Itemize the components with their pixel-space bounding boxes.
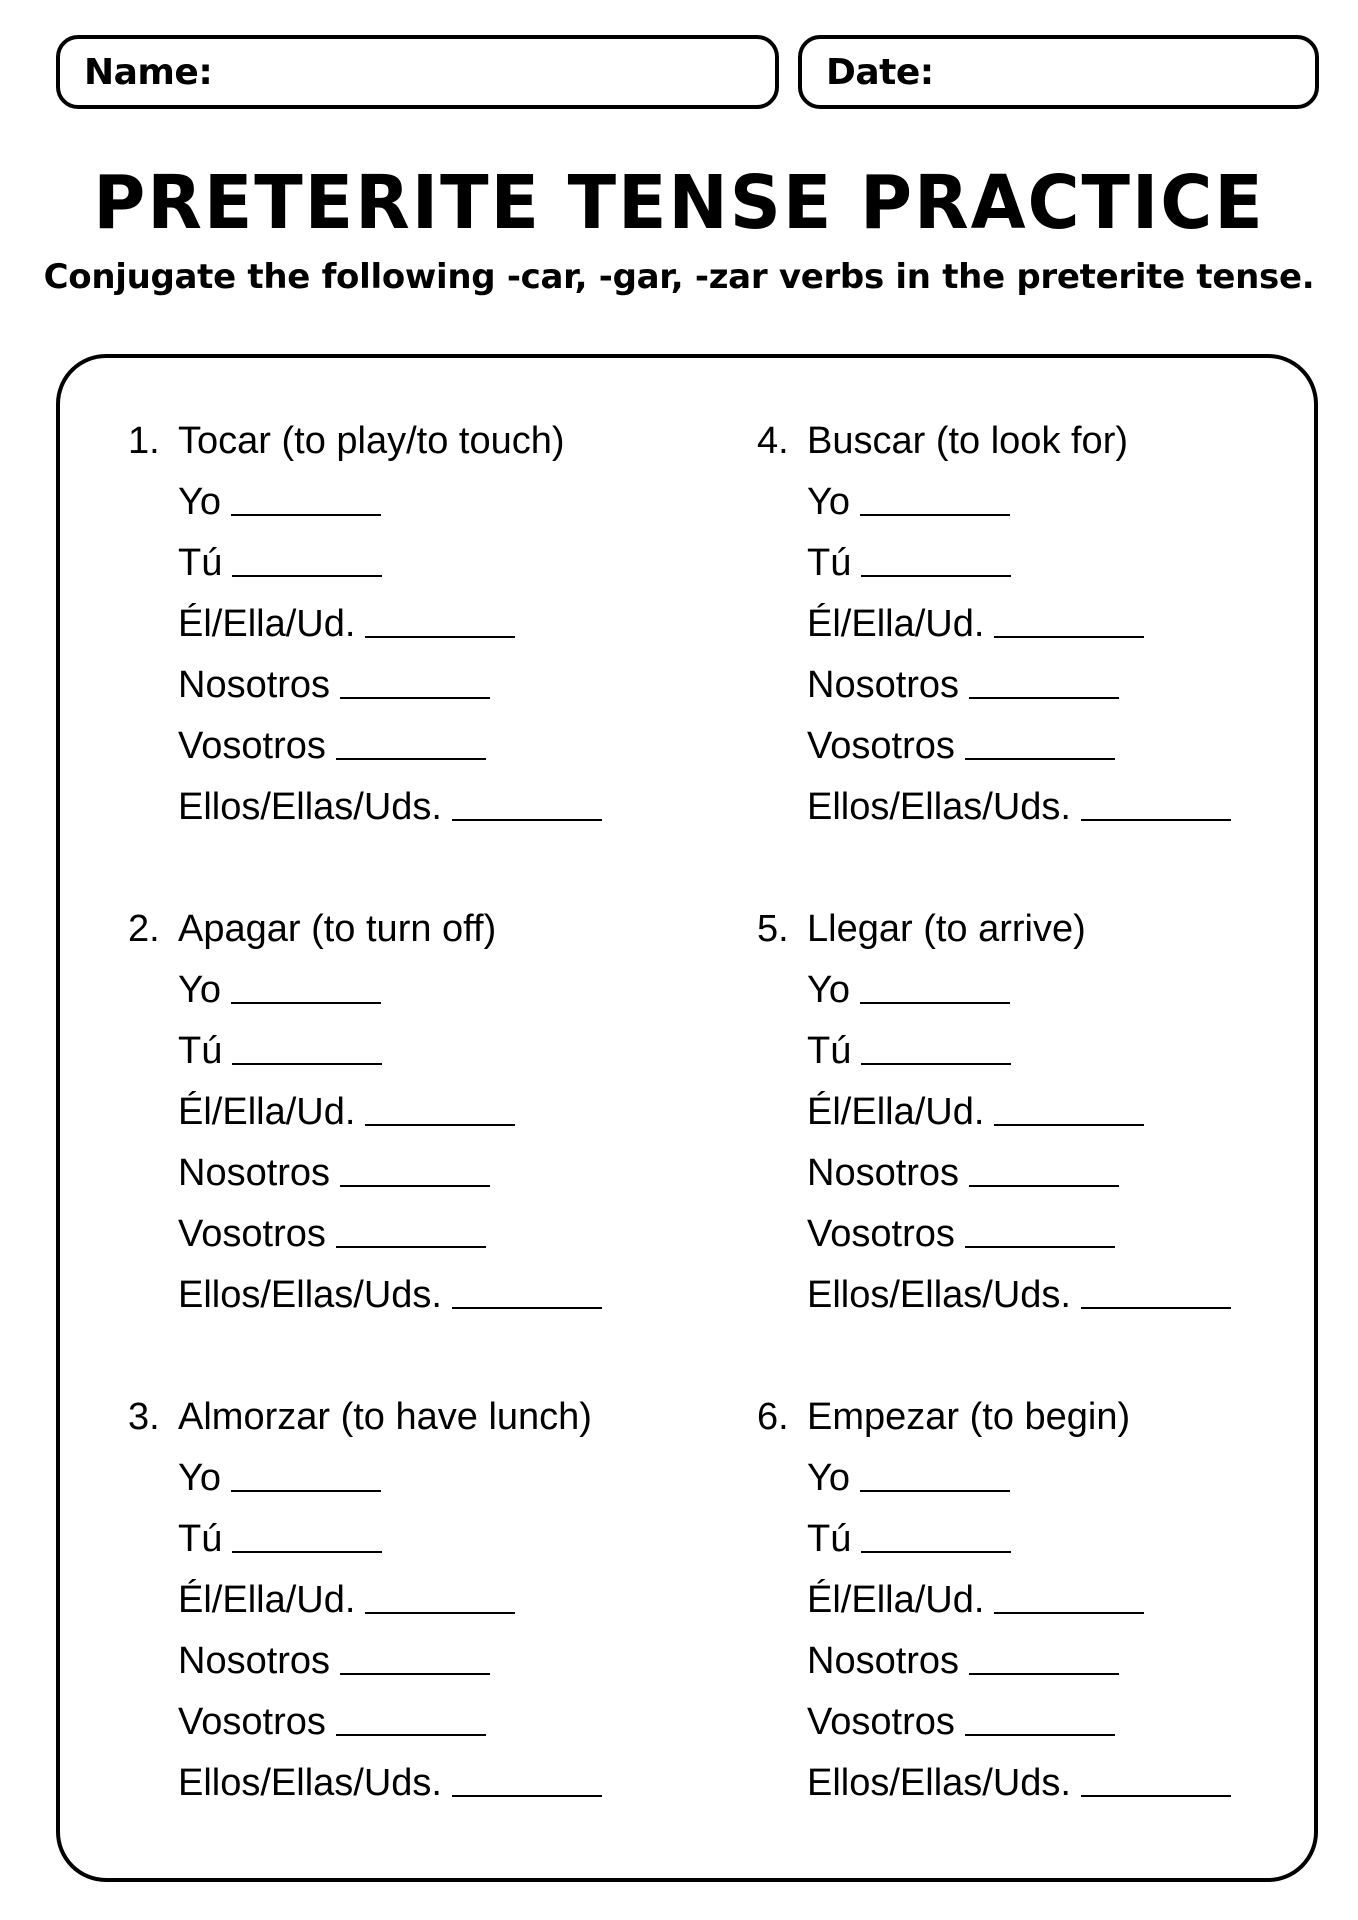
conjugation-row	[128, 1448, 688, 1509]
name-label: Name:	[84, 51, 213, 93]
pronoun-label: Él/Ella/Ud.	[807, 1579, 985, 1621]
page-title: PRETERITE TENSE PRACTICE	[93, 160, 1265, 246]
pronoun-label: Yo	[807, 1457, 850, 1499]
answer-blank[interactable]	[452, 819, 602, 821]
conjugation-row	[128, 1082, 688, 1143]
exercise-verb: Buscar (to look for)	[807, 420, 1128, 462]
answer-blank[interactable]	[232, 1551, 382, 1553]
conjugation-row	[757, 960, 1317, 1021]
conjugation-row	[757, 594, 1317, 655]
conjugation-row	[757, 777, 1317, 838]
conjugation-row	[757, 533, 1317, 594]
conjugation-row	[757, 716, 1317, 777]
answer-blank[interactable]	[860, 1490, 1010, 1492]
pronoun-label: Tú	[178, 542, 223, 584]
conjugation-row	[128, 1204, 688, 1265]
pronoun-label: Tú	[178, 1518, 223, 1560]
pronoun-label: Nosotros	[178, 664, 331, 706]
conjugation-row	[757, 1509, 1317, 1570]
pronoun-label: Nosotros	[178, 1640, 331, 1682]
exercise-heading	[128, 1387, 688, 1448]
answer-blank[interactable]	[994, 636, 1144, 638]
conjugation-row	[128, 1265, 688, 1326]
answer-blank[interactable]	[1081, 1795, 1231, 1797]
answer-blank[interactable]	[965, 1246, 1115, 1248]
pronoun-label: Nosotros	[178, 1152, 331, 1194]
conjugation-row	[757, 1204, 1317, 1265]
pronoun-label: Yo	[178, 1457, 221, 1499]
answer-blank[interactable]	[969, 697, 1119, 699]
pronoun-label: Vosotros	[807, 1701, 955, 1743]
exercise-verb: Llegar (to arrive)	[807, 908, 1086, 950]
answer-blank[interactable]	[340, 1673, 490, 1675]
exercise-verb: Apagar (to turn off)	[178, 908, 497, 950]
answer-blank[interactable]	[452, 1307, 602, 1309]
conjugation-row	[757, 1631, 1317, 1692]
conjugation-row	[128, 472, 688, 533]
answer-blank[interactable]	[860, 1002, 1010, 1004]
pronoun-label: Vosotros	[178, 1213, 326, 1255]
exercise-2	[128, 899, 688, 1326]
exercise-heading	[757, 411, 1317, 472]
pronoun-label: Vosotros	[807, 725, 955, 767]
pronoun-label: Yo	[178, 969, 221, 1011]
conjugation-row	[128, 1021, 688, 1082]
exercise-1	[128, 411, 688, 838]
answer-blank[interactable]	[365, 636, 515, 638]
exercise-heading	[128, 899, 688, 960]
exercise-heading	[757, 899, 1317, 960]
pronoun-label: Vosotros	[178, 1701, 326, 1743]
exercise-6	[757, 1387, 1317, 1814]
pronoun-label: Nosotros	[807, 1640, 960, 1682]
answer-blank[interactable]	[231, 1490, 381, 1492]
exercise-number: 1.	[128, 420, 160, 462]
exercise-3	[128, 1387, 688, 1814]
exercise-heading	[757, 1387, 1317, 1448]
instructions: Conjugate the following -car, -gar, -zar verbs in the preterite tense.	[43, 257, 1315, 297]
answer-blank[interactable]	[861, 575, 1011, 577]
date-field[interactable]	[798, 35, 1319, 109]
answer-blank[interactable]	[336, 758, 486, 760]
answer-blank[interactable]	[1081, 1307, 1231, 1309]
exercise-heading	[128, 411, 688, 472]
date-label: Date:	[826, 51, 934, 93]
conjugation-row	[128, 716, 688, 777]
pronoun-label: Ellos/Ellas/Uds.	[807, 786, 1071, 828]
answer-blank[interactable]	[231, 1002, 381, 1004]
pronoun-label: Nosotros	[807, 664, 960, 706]
exercise-number: 5.	[757, 908, 789, 950]
conjugation-row	[757, 655, 1317, 716]
conjugation-row	[128, 533, 688, 594]
pronoun-label: Él/Ella/Ud.	[807, 1091, 985, 1133]
answer-blank[interactable]	[1081, 819, 1231, 821]
exercise-4	[757, 411, 1317, 838]
conjugation-row	[757, 1021, 1317, 1082]
conjugation-row	[128, 1570, 688, 1631]
pronoun-label: Vosotros	[178, 725, 326, 767]
conjugation-row	[128, 1692, 688, 1753]
answer-blank[interactable]	[232, 1063, 382, 1065]
exercise-verb: Tocar (to play/to touch)	[178, 420, 565, 462]
pronoun-label: Yo	[807, 481, 850, 523]
conjugation-row	[757, 1448, 1317, 1509]
conjugation-row	[128, 1143, 688, 1204]
answer-blank[interactable]	[336, 1734, 486, 1736]
exercise-number: 2.	[128, 908, 160, 950]
answer-blank[interactable]	[365, 1124, 515, 1126]
answer-blank[interactable]	[365, 1612, 515, 1614]
conjugation-row	[757, 1570, 1317, 1631]
pronoun-label: Él/Ella/Ud.	[178, 1579, 356, 1621]
conjugation-row	[757, 1692, 1317, 1753]
exercise-verb: Empezar (to begin)	[807, 1396, 1131, 1438]
answer-blank[interactable]	[232, 575, 382, 577]
pronoun-label: Yo	[807, 969, 850, 1011]
conjugation-row	[128, 1509, 688, 1570]
pronoun-label: Nosotros	[807, 1152, 960, 1194]
pronoun-label: Ellos/Ellas/Uds.	[178, 1274, 442, 1316]
pronoun-label: Ellos/Ellas/Uds.	[178, 1762, 442, 1804]
pronoun-label: Ellos/Ellas/Uds.	[178, 786, 442, 828]
exercise-verb: Almorzar (to have lunch)	[178, 1396, 592, 1438]
pronoun-label: Tú	[807, 1518, 852, 1560]
pronoun-label: Él/Ella/Ud.	[178, 603, 356, 645]
pronoun-label: Vosotros	[807, 1213, 955, 1255]
pronoun-label: Él/Ella/Ud.	[178, 1091, 356, 1133]
name-field[interactable]	[56, 35, 779, 109]
answer-blank[interactable]	[969, 1185, 1119, 1187]
answer-blank[interactable]	[340, 1185, 490, 1187]
answer-blank[interactable]	[861, 1551, 1011, 1553]
pronoun-label: Tú	[807, 542, 852, 584]
answer-blank[interactable]	[860, 514, 1010, 516]
pronoun-label: Él/Ella/Ud.	[807, 603, 985, 645]
answer-blank[interactable]	[336, 1246, 486, 1248]
pronoun-label: Ellos/Ellas/Uds.	[807, 1762, 1071, 1804]
conjugation-row	[128, 777, 688, 838]
exercise-number: 3.	[128, 1396, 160, 1438]
conjugation-row	[128, 960, 688, 1021]
answer-blank[interactable]	[994, 1124, 1144, 1126]
exercise-5	[757, 899, 1317, 1326]
pronoun-label: Tú	[178, 1030, 223, 1072]
conjugation-row	[128, 655, 688, 716]
conjugation-row	[128, 1631, 688, 1692]
answer-blank[interactable]	[994, 1612, 1144, 1614]
answer-blank[interactable]	[231, 514, 381, 516]
exercise-number: 4.	[757, 420, 789, 462]
answer-blank[interactable]	[452, 1795, 602, 1797]
pronoun-label: Yo	[178, 481, 221, 523]
conjugation-row	[757, 1265, 1317, 1326]
answer-blank[interactable]	[340, 697, 490, 699]
conjugation-row	[757, 1082, 1317, 1143]
exercise-number: 6.	[757, 1396, 789, 1438]
answer-blank[interactable]	[965, 758, 1115, 760]
conjugation-row	[757, 1143, 1317, 1204]
answer-blank[interactable]	[965, 1734, 1115, 1736]
pronoun-label: Ellos/Ellas/Uds.	[807, 1274, 1071, 1316]
answer-blank[interactable]	[969, 1673, 1119, 1675]
conjugation-row	[757, 472, 1317, 533]
conjugation-row	[757, 1753, 1317, 1814]
conjugation-row	[128, 594, 688, 655]
answer-blank[interactable]	[861, 1063, 1011, 1065]
conjugation-row	[128, 1753, 688, 1814]
pronoun-label: Tú	[807, 1030, 852, 1072]
